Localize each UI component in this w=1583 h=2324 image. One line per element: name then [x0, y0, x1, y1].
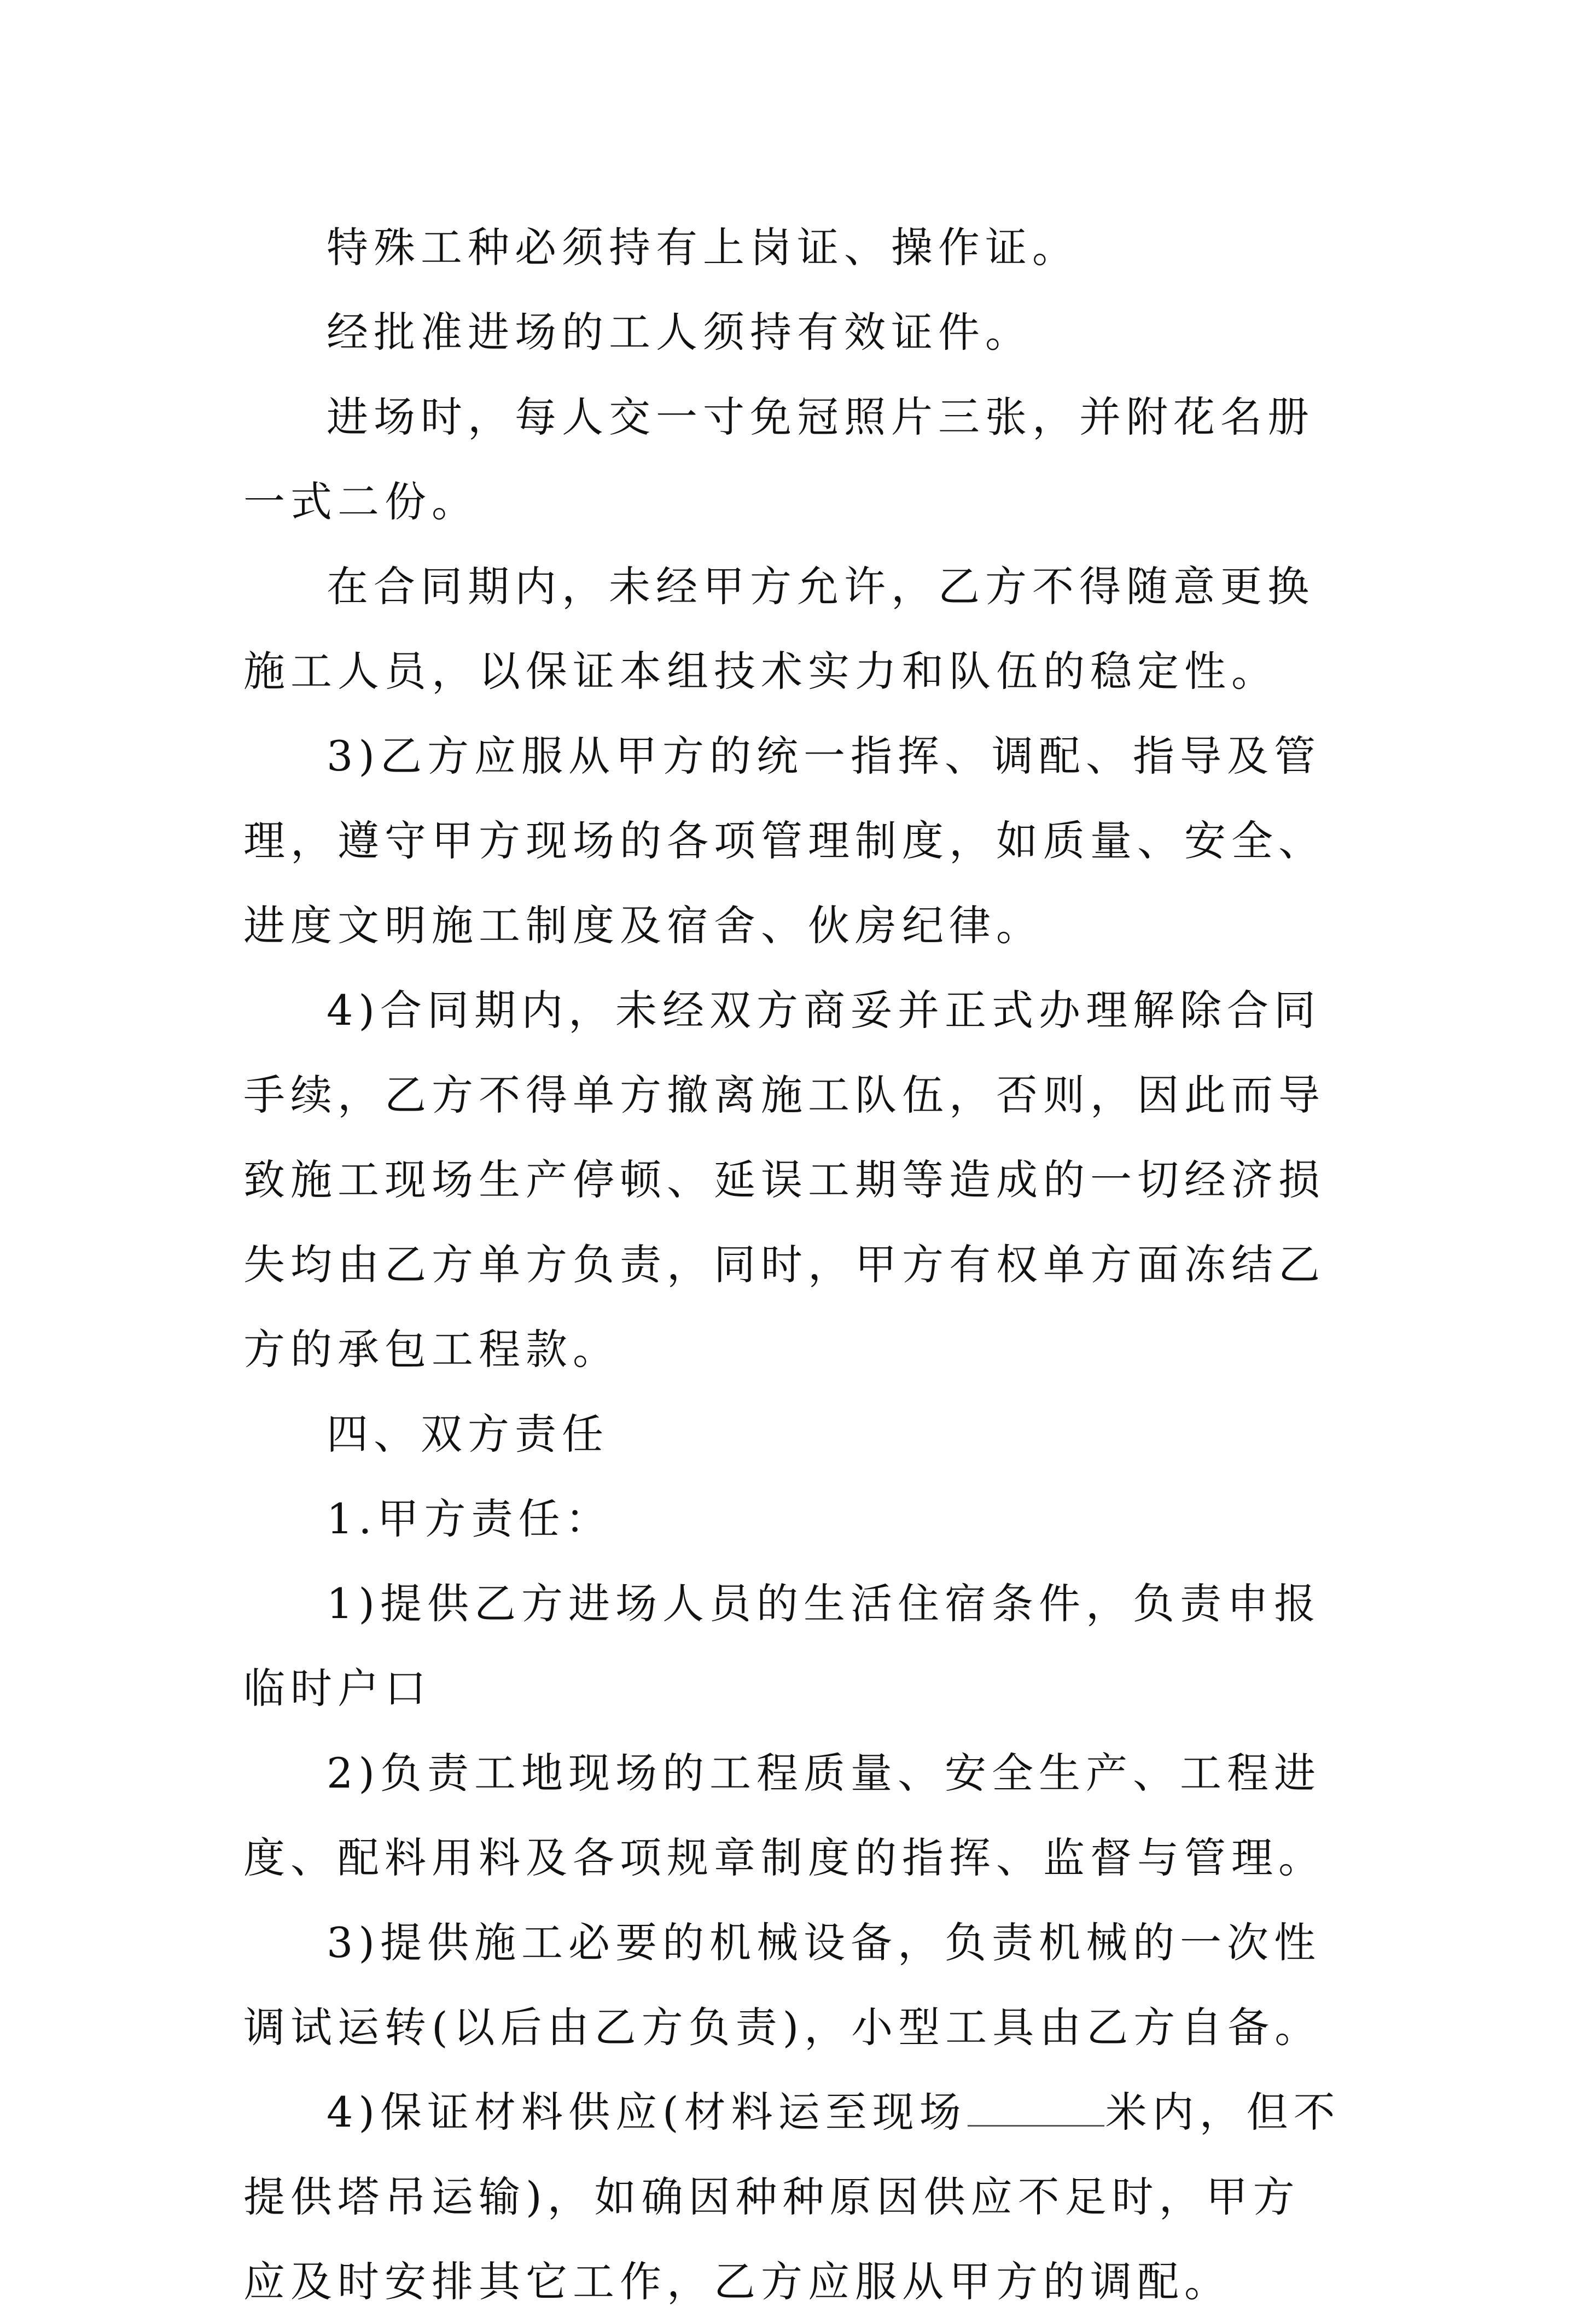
paragraph-personnel-stability: 在合同期内，未经甲方允许，乙方不得随意更换施工人员，以保证本组技术实力和队伍的稳定性。	[243, 562, 1314, 696]
paragraph-special-workers: 特殊工种必须持有上岗证、操作证。	[327, 223, 1079, 272]
material-supply-text-after: 米内，但不提供塔吊运输)，如确因种种原因供应不足时，甲方应及时安排其它工作，乙方应服从甲方的调配。	[243, 2088, 1341, 2306]
document-body	[243, 205, 1343, 2324]
paragraph-machinery: 3)提供施工必要的机械设备，负责机械的一次性调试运转(以后由乙方负责)，小型工具由乙方自备。	[243, 1918, 1322, 2052]
distance-blank-line	[968, 2097, 1104, 2127]
paragraph-photos-roster: 进场时，每人交一寸免冠照片三张，并附花名册一式二份。	[243, 393, 1314, 526]
paragraph-obey-management: 3)乙方应服从甲方的统一指挥、调配、指导及管理，遵守甲方现场的各项管理制度，如质量、安全、进度文明施工制度及宿舍、伙房纪律。	[243, 732, 1325, 950]
paragraph-material-supply	[243, 2070, 1343, 2324]
paragraph-housing-registration: 1)提供乙方进场人员的生活住宿条件，负责申报临时户口	[243, 1579, 1322, 1713]
paragraph-site-supervision: 2)负责工地现场的工程质量、安全生产、工程进度、配料用料及各项规章制度的指挥、监督与管理。	[243, 1749, 1325, 1882]
section-heading-responsibilities: 四、双方责任	[327, 1410, 609, 1458]
paragraph-valid-certificates: 经批准进场的工人须持有效证件。	[327, 308, 1032, 357]
material-supply-text-before: 4)保证材料供应(材料运至现场	[327, 2088, 967, 2136]
subheading-party-a-responsibilities: 1.甲方责任：	[327, 1494, 613, 1543]
paragraph-no-withdrawal: 4)合同期内，未经双方商妥并正式办理解除合同手续，乙方不得单方撤离施工队伍，否则，因此而导致施工现场生产停顿、延误工期等造成的一切经济损失均由乙方单方负责，同时，甲方有权单方面冻结乙方的承包工程款。	[243, 986, 1325, 1374]
